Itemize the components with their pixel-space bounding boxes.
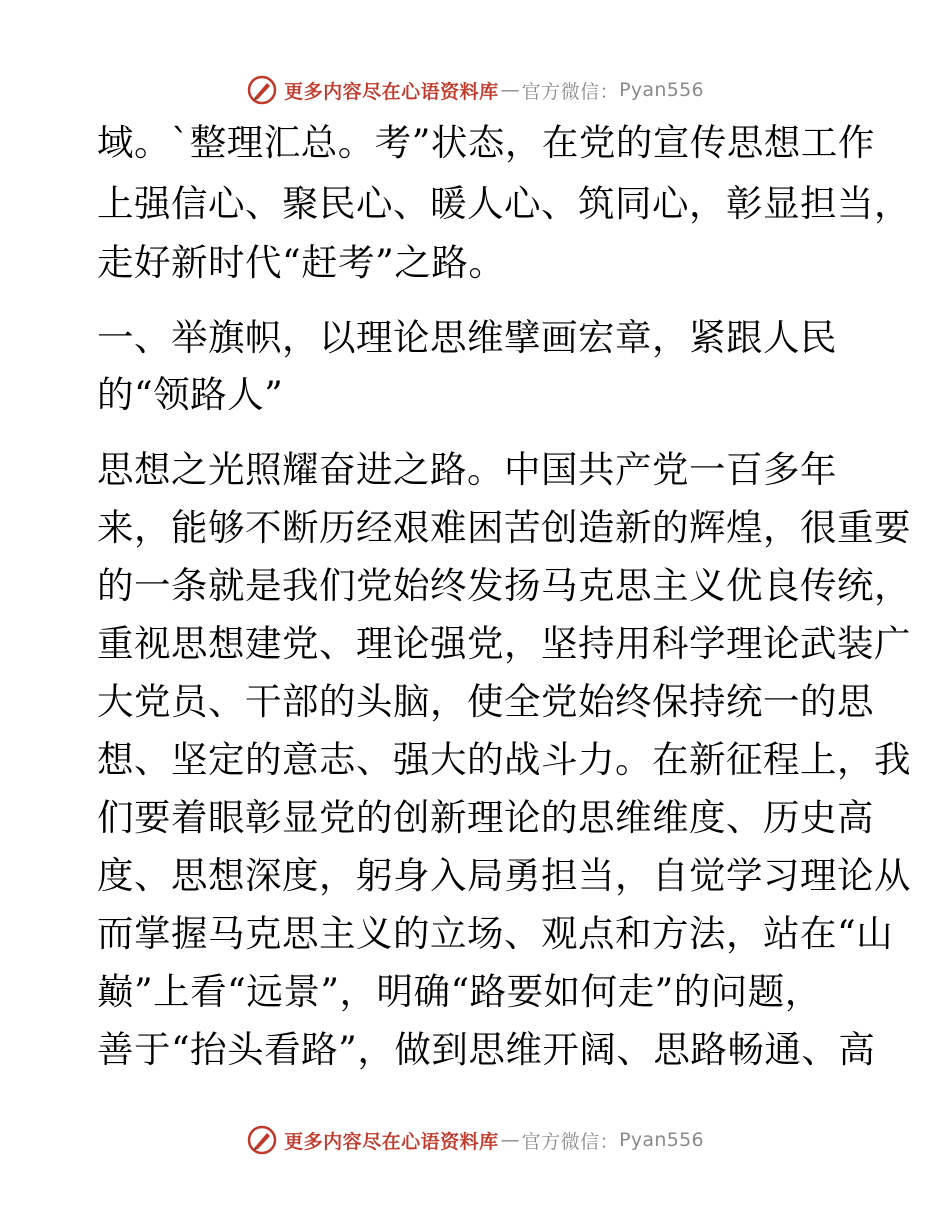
section-heading-line: 一、举旗帜，以理论思维擘画宏章，紧跟人民 [97,316,837,359]
banner-wechat-id: Pyan556 [619,1129,704,1151]
text-line: 善于“抬头看路”，做到思维开阔、思路畅通、高 [97,1028,876,1071]
text-line: 的一条就是我们党始终发扬马克思主义优良传统， [97,564,911,607]
text-line: 重视思想建党、理论强党，坚持用科学理论武装广 [97,622,911,665]
text-line: 走好新时代“赶考”之路。 [97,241,506,284]
footer-banner [0,1120,950,1160]
header-banner [0,70,950,110]
text-line: 上强信心、聚民心、暖人心、筑同心，彰显担当， [97,182,911,225]
text-line: 们要着眼彰显党的创新理论的思维维度、历史高 [97,796,874,839]
text-line: 思想之光照耀奋进之路。中国共产党一百多年 [97,448,837,491]
banner-title: 更多内容尽在心语资料库 [284,80,499,103]
text-line: 巅”上看“远景”，明确“路要如何走”的问题， [97,970,822,1013]
text-line: 度、思想深度，躬身入局勇担当，自觉学习理论从 [97,854,911,897]
text-line: 大党员、干部的头脑，使全党始终保持统一的思 [97,680,874,723]
text-line: 来，能够不断历经艰难困苦创造新的辉煌，很重要 [97,506,911,549]
pen-circle-icon [246,74,278,106]
text-line: 域。`整理汇总。考”状态，在党的宣传思想工作 [97,121,875,164]
banner-wechat-label: 官方微信： [521,1130,620,1153]
section-heading-line: 的“领路人” [97,373,284,416]
text-line: 而掌握马克思主义的立场、观点和方法，站在“山 [97,912,894,955]
text-line: 想、坚定的意志、强大的战斗力。在新征程上，我 [97,738,911,781]
banner-dash: — [500,79,520,101]
banner-title: 更多内容尽在心语资料库 [284,1130,499,1153]
banner-wechat-label: 官方微信： [521,80,620,103]
banner-wechat-id: Pyan556 [619,79,704,101]
banner-dash: — [500,1129,520,1151]
pen-circle-icon [246,1124,278,1156]
